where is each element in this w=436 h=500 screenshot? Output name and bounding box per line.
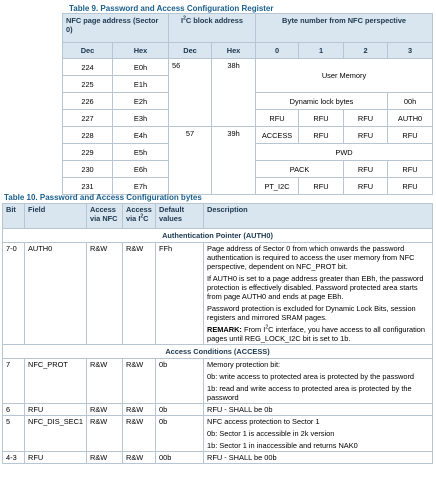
description-line: 1b: Sector 1 in inaccessible and returns NAK0 [207,441,358,450]
page-dec: 231 [63,178,113,195]
byte-cell: RFU [344,161,388,178]
pwd-cell: PWD [256,144,433,161]
byte-cell: RFU [344,110,388,127]
description-line: RFU - SHALL be 00b [207,453,277,462]
i2c-block-hex: 39h [212,127,256,195]
auth0-cell: AUTH0 [388,110,433,127]
hex-header: Hex [212,43,256,59]
access-i2c-cell: R&W [123,452,156,464]
i2c-block-dec: 56 [169,59,212,127]
section-header: Access Conditions (ACCESS) [3,345,433,359]
bit-cell: 7-0 [3,243,25,345]
default-cell: 00b [156,452,204,464]
hex-header: Hex [113,43,169,59]
access-i2c-cell: R&W [123,404,156,416]
field-cell: AUTH0 [25,243,87,345]
byte-cell: RFU [344,178,388,195]
page-dec: 229 [63,144,113,161]
page-hex: E4h [113,127,169,144]
byte-cell: RFU [388,178,433,195]
access-i2c-cell: R&W [123,416,156,452]
page-hex: E7h [113,178,169,195]
description-line: RFU - SHALL be 0b [207,405,273,414]
access-i2c-cell: R&W [123,359,156,404]
byte-cell: RFU [388,127,433,144]
bit-header: Bit [3,204,25,229]
byte-number-header: Byte number from NFC perspective [256,14,433,43]
byte-cell: RFU [256,110,299,127]
page-dec: 227 [63,110,113,127]
page-dec: 228 [63,127,113,144]
byte-1-header: 1 [299,43,344,59]
i2c-block-address-header: $I^2C$ block address [169,14,256,43]
description-paragraph: Password protection is excluded for Dynamic Lock Bits, session registers and mirrored SRAM pages. [207,304,416,322]
dec-header: Dec [169,43,212,59]
description-line: 0b: Sector 1 is accessible in 2k version [207,429,335,438]
byte-cell: 00h [388,93,433,110]
default-values-header: Default values [156,204,204,229]
byte-cell: RFU [299,178,344,195]
bit-cell: 7 [3,359,25,404]
section-header: Authentication Pointer (AUTH0) [3,229,433,243]
bit-cell: 5 [3,416,25,452]
page-dec: 230 [63,161,113,178]
pt-i2c-cell: PT_I2C [256,178,299,195]
description-line: 0b: write access to protected area is protected by the password [207,372,415,381]
byte-3-header: 3 [388,43,433,59]
field-cell: RFU [25,452,87,464]
description-cell [204,452,433,464]
byte-cell: RFU [299,127,344,144]
page-hex: E5h [113,144,169,161]
access-nfc-cell: R&W [87,416,123,452]
i2c-block-hex: 38h [212,59,256,127]
description-paragraph: If AUTH0 is set to a page address greater than EBh, the password protection is effectively disabled. Password protected area starts from page AUTH0 and ends at page EBh. [207,274,424,301]
description-cell [204,243,433,345]
access-cell: ACCESS [256,127,299,144]
byte-0-header: 0 [256,43,299,59]
page-hex: E1h [113,76,169,93]
field-cell: RFU [25,404,87,416]
access-nfc-cell: R&W [87,404,123,416]
byte-2-header: 2 [344,43,388,59]
nfc-page-address-header: NFC page address (Sector 0) [63,14,169,43]
page-hex: E2h [113,93,169,110]
byte-cell: RFU [388,161,433,178]
page-dec: 225 [63,76,113,93]
table10-caption: Table 10. Password and Access Configuration bytes [4,193,202,202]
user-memory-cell: User Memory [256,59,433,93]
description-cell [204,359,433,404]
description-paragraph: Page address of Sector 0 from which onwards the password authentication is required to access the user memory from NFC perspective, dependent on NFC_PROT bit. [207,244,415,271]
default-cell: FFh [156,243,204,345]
default-cell: 0b [156,359,204,404]
description-line: Memory protection bit: [207,360,281,369]
table9-caption: Table 9. Password and Access Configuration Register [69,4,274,13]
table10 [2,203,433,464]
byte-cell: RFU [299,110,344,127]
access-nfc-cell: R&W [87,452,123,464]
bit-cell: 4-3 [3,452,25,464]
byte-cell: RFU [344,127,388,144]
access-i2c-header: Access via $I^2C$ [123,204,156,229]
bit-cell: 6 [3,404,25,416]
access-i2c-cell: R&W [123,243,156,345]
field-cell: NFC_DIS_SEC1 [25,416,87,452]
access-nfc-header: Access via NFC [87,204,123,229]
page-hex: E3h [113,110,169,127]
description-line: NFC access protection to Sector 1 [207,417,320,426]
access-nfc-cell: R&W [87,243,123,345]
table9 [62,13,433,195]
description-line: 1b: read and write access to protected area is protected by the password [207,384,412,402]
page-hex: E0h [113,59,169,76]
dynamic-lock-bytes-cell: Dynamic lock bytes [256,93,388,110]
description-header: Description [204,204,433,229]
page-dec: 226 [63,93,113,110]
i2c-block-dec: 57 [169,127,212,195]
page-hex: E6h [113,161,169,178]
description-cell [204,416,433,452]
page-dec: 224 [63,59,113,76]
description-cell [204,404,433,416]
pack-cell: PACK [256,161,344,178]
default-cell: 0b [156,416,204,452]
dec-header: Dec [63,43,113,59]
default-cell: 0b [156,404,204,416]
remark-paragraph: REMARK: From $I^2C$ interface, you have access to all configuration pages until REG_LOCK_I2C bit is set to 1b. [207,324,426,343]
field-cell: NFC_PROT [25,359,87,404]
field-header: Field [25,204,87,229]
access-nfc-cell: R&W [87,359,123,404]
